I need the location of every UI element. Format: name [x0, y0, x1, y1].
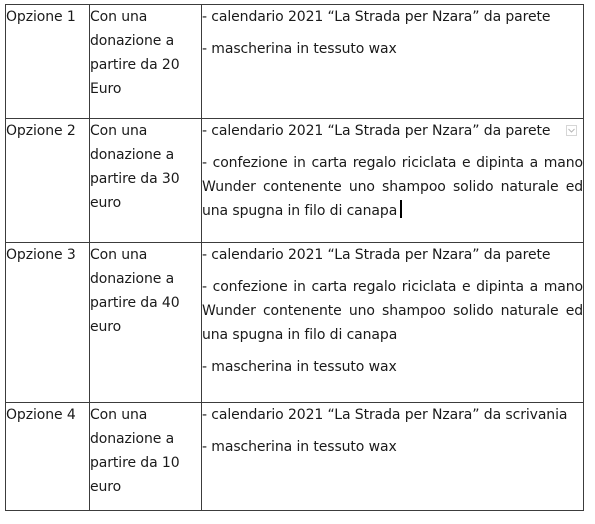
donation-line: euro: [90, 479, 122, 495]
reward-items-cell[interactable]: [202, 5, 584, 119]
reward-item: [202, 151, 583, 223]
reward-item: - calendario 2021 “La Strada per Nzara” da parete: [202, 247, 551, 263]
chevron-down-icon[interactable]: [566, 125, 577, 136]
donation-line: donazione a: [90, 431, 175, 447]
option-label[interactable]: Opzione 2: [6, 119, 90, 243]
donation-line: euro: [90, 195, 122, 211]
option-label[interactable]: Opzione 1: [6, 5, 90, 119]
donation-line: donazione a: [90, 271, 175, 287]
reward-item: - mascherina in tessuto wax: [202, 439, 397, 455]
option-row-3: [6, 243, 584, 403]
reward-items-cell[interactable]: [202, 119, 584, 243]
text-cursor: [400, 200, 402, 218]
reward-item: - mascherina in tessuto wax: [202, 41, 397, 57]
donation-options-table: [5, 4, 584, 511]
donation-amount-cell[interactable]: [90, 243, 202, 403]
donation-line: euro: [90, 319, 122, 335]
reward-item: - confezione in carta regalo riciclata e dipinta a mano Wunder contenente uno shampoo solido naturale ed una spugna in filo di canapa: [202, 279, 583, 343]
donation-line: donazione a: [90, 33, 175, 49]
reward-item-text: - confezione in carta regalo riciclata e dipinta a mano Wunder contenente uno shampoo solido naturale ed una spugna in filo di canapa: [202, 155, 583, 219]
donation-line: Con una: [90, 247, 148, 263]
option-row-2: [6, 119, 584, 243]
reward-item: - mascherina in tessuto wax: [202, 359, 397, 375]
donation-line: donazione a: [90, 147, 175, 163]
reward-item: - calendario 2021 “La Strada per Nzara” da scrivania: [202, 407, 568, 423]
donation-line: partire da 10: [90, 455, 180, 471]
reward-item: - calendario 2021 “La Strada per Nzara” da parete: [202, 9, 551, 25]
option-label[interactable]: Opzione 4: [6, 403, 90, 511]
donation-line: Con una: [90, 123, 148, 139]
donation-amount-cell[interactable]: [90, 403, 202, 511]
reward-item: - calendario 2021 “La Strada per Nzara” da parete: [202, 123, 551, 139]
donation-amount-cell[interactable]: [90, 5, 202, 119]
donation-line: partire da 30: [90, 171, 180, 187]
reward-items-cell[interactable]: [202, 243, 584, 403]
donation-line: Con una: [90, 9, 148, 25]
donation-line: Con una: [90, 407, 148, 423]
donation-line: partire da 40: [90, 295, 180, 311]
donation-line: partire da 20: [90, 57, 180, 73]
donation-line: Euro: [90, 81, 122, 97]
donation-amount-cell[interactable]: [90, 119, 202, 243]
reward-items-cell[interactable]: [202, 403, 584, 511]
option-label[interactable]: Opzione 3: [6, 243, 90, 403]
option-row-4: [6, 403, 584, 511]
option-row-1: [6, 5, 584, 119]
